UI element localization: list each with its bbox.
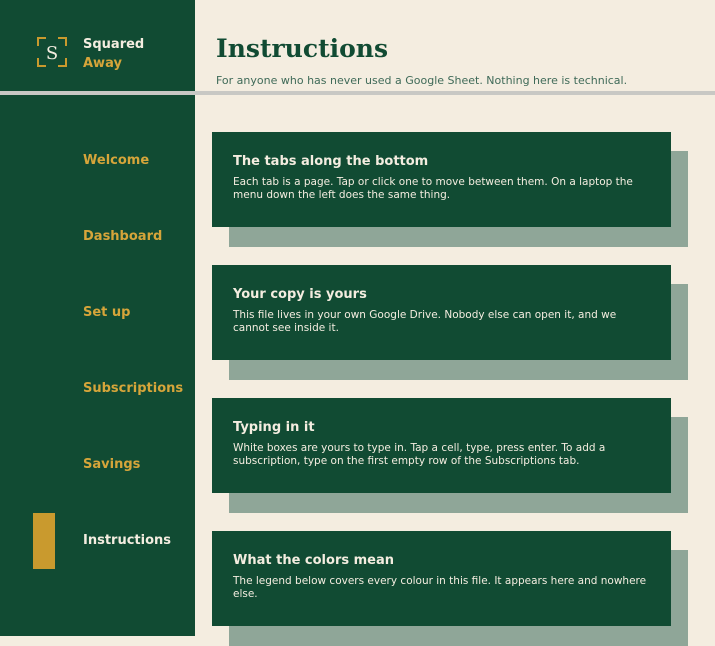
instruction-card: [212, 398, 671, 493]
brand-line-2: Away: [83, 56, 122, 71]
instruction-card: [212, 265, 671, 360]
logo-icon: [37, 37, 67, 67]
nav-item-instructions[interactable]: Instructions: [83, 533, 172, 548]
card-body: The legend below covers every colour in this file. It appears here and nowhere else.: [233, 575, 647, 600]
sidebar: [0, 0, 195, 636]
card-body: Each tab is a page. Tap or click one to move between them. On a laptop the menu down the left does the same thing.: [233, 176, 633, 201]
header-divider: [0, 91, 715, 95]
nav-item-subscriptions[interactable]: Subscriptions: [83, 381, 184, 396]
card-title: Your copy is yours: [233, 287, 367, 302]
brand-line-1: Squared: [83, 37, 145, 52]
instruction-card: [212, 531, 671, 626]
card-body: This file lives in your own Google Drive. Nobody else can open it, and we cannot see inside it.: [233, 309, 617, 334]
page-subtitle: For anyone who has never used a Google Sheet. Nothing here is technical.: [216, 74, 628, 87]
nav-item-dashboard[interactable]: Dashboard: [83, 229, 163, 244]
brand-name: [83, 35, 144, 73]
card-title: Typing in it: [233, 420, 315, 435]
instruction-card: [212, 132, 671, 227]
card-title: What the colors mean: [233, 553, 395, 568]
card-title: The tabs along the bottom: [233, 154, 429, 169]
nav-item-savings[interactable]: Savings: [83, 457, 141, 472]
nav-item-welcome[interactable]: Welcome: [83, 153, 150, 168]
svg-text:S: S: [45, 43, 59, 64]
card-body: White boxes are yours to type in. Tap a cell, type, press enter. To add a subscription, type on the first empty row of the Subscriptions tab.: [233, 442, 606, 467]
page-title: Instructions: [216, 34, 389, 63]
nav-item-set-up[interactable]: Set up: [83, 305, 131, 320]
active-nav-marker: [33, 513, 55, 569]
